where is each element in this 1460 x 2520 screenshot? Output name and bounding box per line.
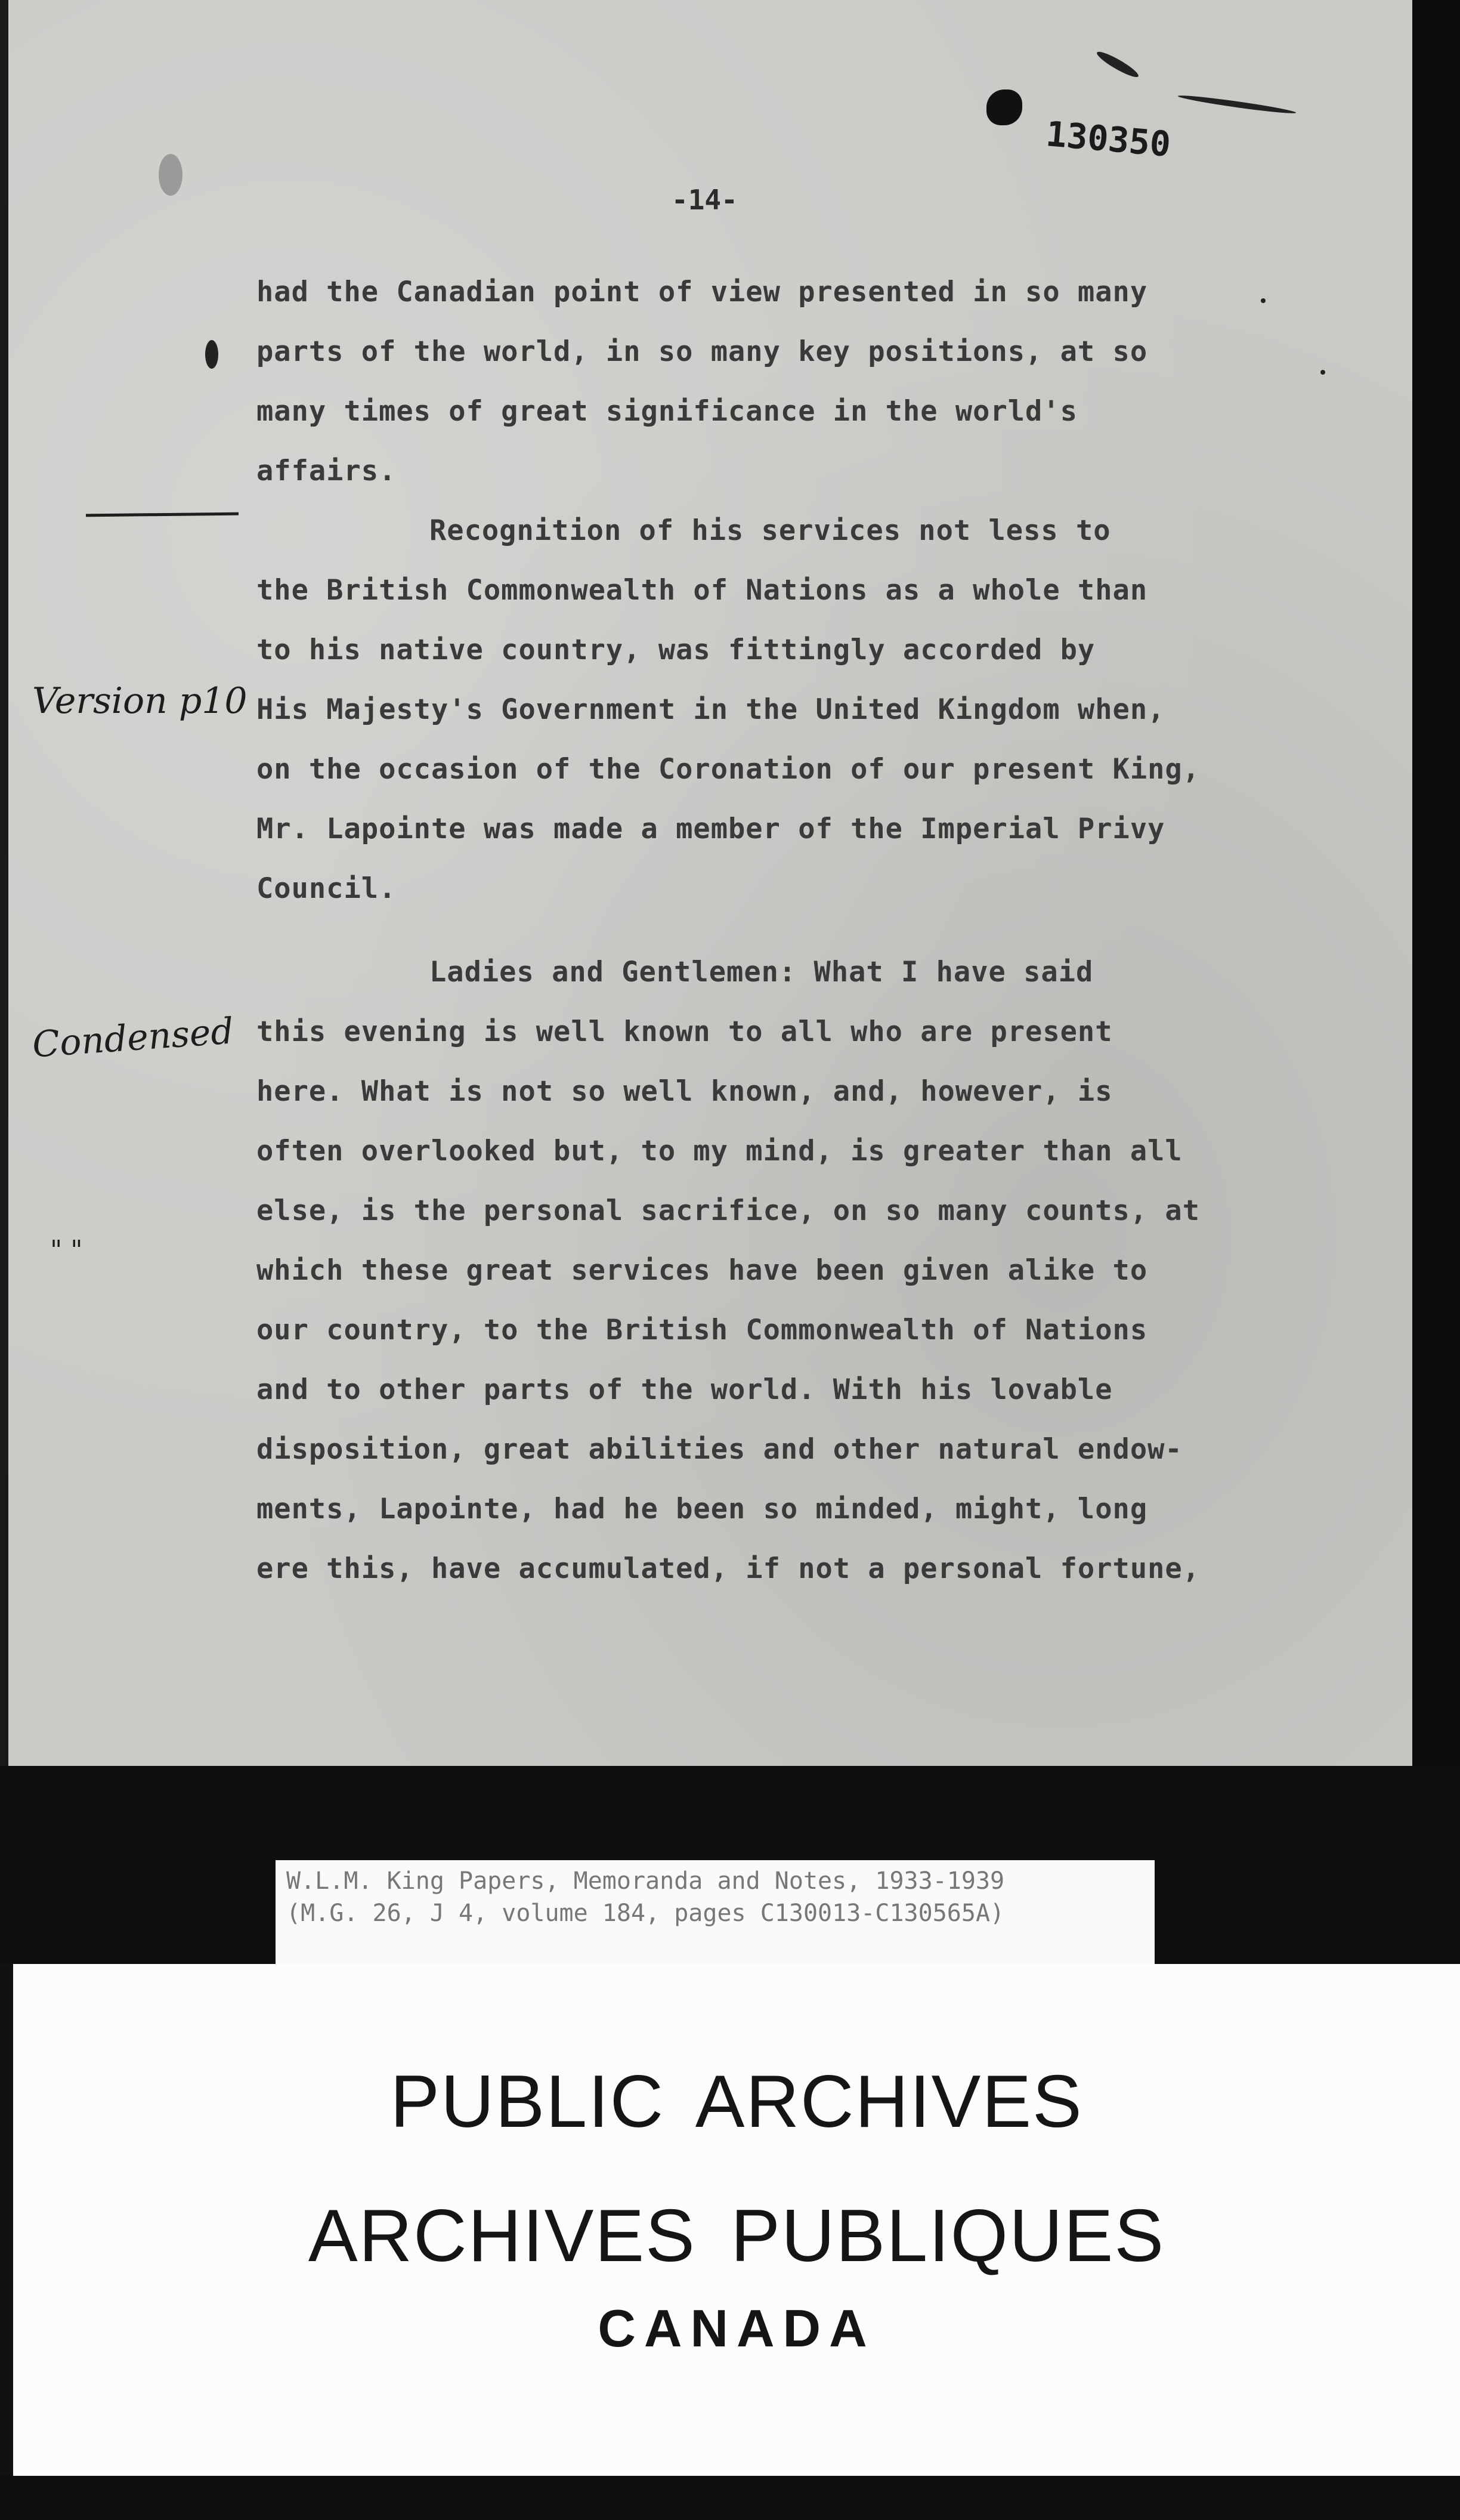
- folio-stamp: 130350: [1044, 113, 1173, 165]
- margin-note-version: Version p10: [32, 680, 248, 722]
- ink-streak: [1177, 93, 1296, 116]
- text-line: affairs.: [256, 455, 397, 487]
- text-line: Ladies and Gentlemen: What I have said: [429, 956, 1094, 989]
- text-line: else, is the personal sacrifice, on so many counts, at: [256, 1194, 1201, 1227]
- film-border-left: [0, 0, 8, 1766]
- text-line: ments, Lapointe, had he been so minded, might, long: [256, 1493, 1148, 1525]
- citation-label: [276, 1860, 1155, 1971]
- text-line: our country, to the British Commonwealth of Nations: [256, 1314, 1148, 1347]
- text-line: His Majesty's Government in the United Kingdom when,: [256, 693, 1165, 726]
- text-line: Recognition of his services not less to: [429, 514, 1111, 547]
- ink-streak: [1094, 48, 1140, 81]
- archives-title-fr: ARCHIVES PUBLIQUES: [308, 2195, 1165, 2277]
- text-line: parts of the world, in so many key positions, at so: [256, 335, 1148, 368]
- text-line: on the occasion of the Coronation of our present King,: [256, 753, 1201, 786]
- text-line: this evening is well known to all who are present: [256, 1015, 1113, 1048]
- film-border-bottom: [0, 2476, 1460, 2520]
- citation-line-2: (M.G. 26, J 4, volume 184, pages C130013-C130565A): [286, 1900, 1005, 1927]
- ink-speck: [1261, 298, 1266, 303]
- typed-page: [8, 0, 1412, 1766]
- text-line: often overlooked but, to my mind, is greater than all: [256, 1135, 1183, 1168]
- smudge: [159, 154, 182, 196]
- text-line: and to other parts of the world. With his lovable: [256, 1373, 1113, 1406]
- archives-country: CANADA: [598, 2299, 876, 2358]
- film-border-right: [1412, 0, 1460, 1766]
- stamp-mark: [986, 89, 1022, 125]
- margin-note-condensed: Condensed: [30, 1010, 235, 1066]
- text-line: many times of great significance in the world's: [256, 395, 1078, 428]
- citation-line-1: W.L.M. King Papers, Memoranda and Notes, 1933-1939: [286, 1867, 1005, 1895]
- page-number: -14-: [672, 184, 738, 216]
- text-line: which these great services have been given alike to: [256, 1254, 1148, 1287]
- text-line: Council.: [256, 872, 397, 905]
- text-line: the British Commonwealth of Nations as a whole than: [256, 574, 1148, 607]
- archives-title-en: PUBLIC ARCHIVES: [390, 2061, 1083, 2143]
- text-line: Mr. Lapointe was made a member of the Imperial Privy: [256, 813, 1165, 845]
- text-line: here. What is not so well known, and, however, is: [256, 1075, 1113, 1108]
- margin-note-ditto: " ": [50, 1235, 83, 1265]
- ink-speck: [1320, 370, 1325, 375]
- archives-card: [13, 1964, 1460, 2476]
- text-line: had the Canadian point of view presented in so many: [256, 276, 1148, 308]
- text-line: disposition, great abilities and other natural endow-: [256, 1433, 1183, 1466]
- text-line: to his native country, was fittingly accorded by: [256, 634, 1096, 666]
- text-line: ere this, have accumulated, if not a personal fortune,: [256, 1552, 1201, 1585]
- margin-rule: [86, 512, 239, 517]
- ink-speck: [205, 340, 218, 369]
